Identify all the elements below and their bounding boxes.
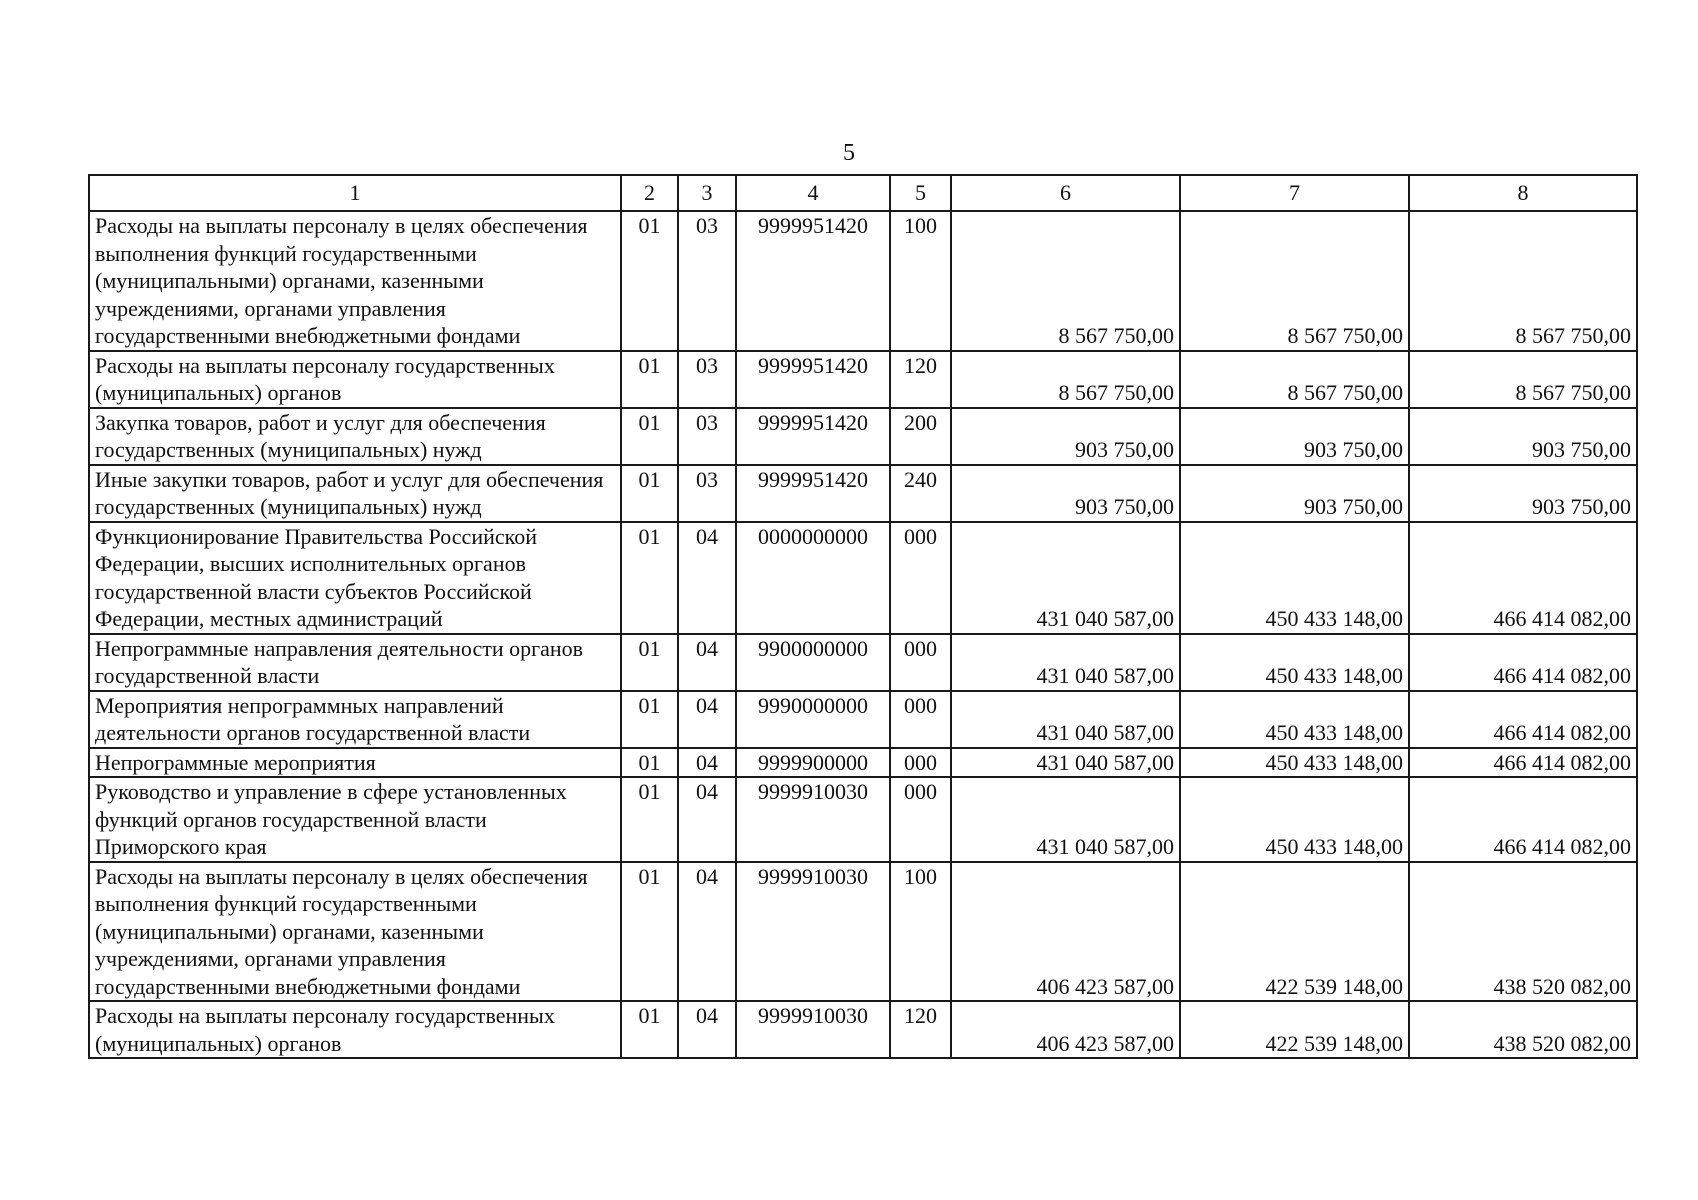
table-row	[89, 465, 1637, 522]
table-row	[89, 691, 1637, 748]
amount-col-6: 8 567 750,00	[951, 351, 1180, 408]
subsection-code: 03	[678, 211, 736, 351]
section-code: 01	[621, 408, 678, 465]
expense-name: Расходы на выплаты персоналу в целях обеспечения выполнения функций государственными (муниципальными) органами, казенными учреждениями, органами управления государственными внебюджетными фондами	[89, 862, 621, 1002]
expense-type-code: 000	[890, 634, 951, 691]
amount-col-7: 450 433 148,00	[1180, 634, 1409, 691]
subsection-code: 03	[678, 408, 736, 465]
subsection-code: 04	[678, 634, 736, 691]
amount-col-8: 8 567 750,00	[1409, 351, 1637, 408]
section-code: 01	[621, 211, 678, 351]
expense-name: Иные закупки товаров, работ и услуг для обеспечения государственных (муниципальных) нужд	[89, 465, 621, 522]
amount-col-6: 431 040 587,00	[951, 691, 1180, 748]
subsection-code: 03	[678, 465, 736, 522]
target-article-code: 9999951420	[736, 351, 890, 408]
section-code: 01	[621, 465, 678, 522]
target-article-code: 9900000000	[736, 634, 890, 691]
expense-name: Расходы на выплаты персоналу государственных (муниципальных) органов	[89, 351, 621, 408]
expense-type-code: 120	[890, 351, 951, 408]
header-cell: 1	[89, 175, 621, 211]
subsection-code: 04	[678, 862, 736, 1002]
table-row	[89, 748, 1637, 778]
amount-col-7: 903 750,00	[1180, 465, 1409, 522]
amount-col-6: 903 750,00	[951, 465, 1180, 522]
expense-type-code: 000	[890, 748, 951, 778]
target-article-code: 9999951420	[736, 408, 890, 465]
amount-col-6: 406 423 587,00	[951, 1001, 1180, 1058]
amount-col-6: 903 750,00	[951, 408, 1180, 465]
expense-type-code: 100	[890, 211, 951, 351]
subsection-code: 03	[678, 351, 736, 408]
amount-col-7: 450 433 148,00	[1180, 522, 1409, 634]
section-code: 01	[621, 351, 678, 408]
amount-col-8: 438 520 082,00	[1409, 1001, 1637, 1058]
expense-name: Расходы на выплаты персоналу государственных (муниципальных) органов	[89, 1001, 621, 1058]
amount-col-7: 8 567 750,00	[1180, 211, 1409, 351]
table-row	[89, 522, 1637, 634]
section-code: 01	[621, 1001, 678, 1058]
header-cell: 4	[736, 175, 890, 211]
header-cell: 8	[1409, 175, 1637, 211]
target-article-code: 9999910030	[736, 862, 890, 1002]
amount-col-8: 466 414 082,00	[1409, 522, 1637, 634]
amount-col-8: 903 750,00	[1409, 465, 1637, 522]
table-row	[89, 211, 1637, 351]
subsection-code: 04	[678, 691, 736, 748]
target-article-code: 0000000000	[736, 522, 890, 634]
expense-type-code: 120	[890, 1001, 951, 1058]
header-cell: 2	[621, 175, 678, 211]
amount-col-8: 466 414 082,00	[1409, 748, 1637, 778]
expense-type-code: 000	[890, 777, 951, 862]
amount-col-7: 422 539 148,00	[1180, 862, 1409, 1002]
amount-col-8: 466 414 082,00	[1409, 691, 1637, 748]
amount-col-6: 431 040 587,00	[951, 522, 1180, 634]
amount-col-7: 422 539 148,00	[1180, 1001, 1409, 1058]
amount-col-7: 8 567 750,00	[1180, 351, 1409, 408]
header-cell: 3	[678, 175, 736, 211]
amount-col-6: 8 567 750,00	[951, 211, 1180, 351]
expense-type-code: 000	[890, 691, 951, 748]
expense-name: Непрограммные направления деятельности органов государственной власти	[89, 634, 621, 691]
amount-col-7: 903 750,00	[1180, 408, 1409, 465]
expense-type-code: 000	[890, 522, 951, 634]
subsection-code: 04	[678, 522, 736, 634]
amount-col-8: 466 414 082,00	[1409, 634, 1637, 691]
table-row	[89, 777, 1637, 862]
budget-table	[88, 174, 1638, 1059]
section-code: 01	[621, 522, 678, 634]
section-code: 01	[621, 691, 678, 748]
amount-col-6: 431 040 587,00	[951, 748, 1180, 778]
table-row	[89, 862, 1637, 1002]
expense-name: Функционирование Правительства Российской Федерации, высших исполнительных органов государственной власти субъектов Российской Федерации, местных администраций	[89, 522, 621, 634]
section-code: 01	[621, 862, 678, 1002]
amount-col-8: 438 520 082,00	[1409, 862, 1637, 1002]
expense-type-code: 200	[890, 408, 951, 465]
amount-col-7: 450 433 148,00	[1180, 777, 1409, 862]
amount-col-7: 450 433 148,00	[1180, 691, 1409, 748]
subsection-code: 04	[678, 1001, 736, 1058]
expense-type-code: 100	[890, 862, 951, 1002]
target-article-code: 9990000000	[736, 691, 890, 748]
expense-name: Закупка товаров, работ и услуг для обеспечения государственных (муниципальных) нужд	[89, 408, 621, 465]
expense-name: Расходы на выплаты персоналу в целях обеспечения выполнения функций государственными (муниципальными) органами, казенными учреждениями, органами управления государственными внебюджетными фондами	[89, 211, 621, 351]
amount-col-6: 406 423 587,00	[951, 862, 1180, 1002]
amount-col-8: 8 567 750,00	[1409, 211, 1637, 351]
header-cell: 5	[890, 175, 951, 211]
expense-name: Мероприятия непрограммных направлений деятельности органов государственной власти	[89, 691, 621, 748]
header-row	[89, 175, 1637, 211]
target-article-code: 9999951420	[736, 465, 890, 522]
amount-col-6: 431 040 587,00	[951, 777, 1180, 862]
target-article-code: 9999900000	[736, 748, 890, 778]
amount-col-8: 466 414 082,00	[1409, 777, 1637, 862]
expense-type-code: 240	[890, 465, 951, 522]
section-code: 01	[621, 748, 678, 778]
table-row	[89, 351, 1637, 408]
target-article-code: 9999910030	[736, 1001, 890, 1058]
section-code: 01	[621, 777, 678, 862]
page-number: 5	[843, 140, 855, 166]
amount-col-6: 431 040 587,00	[951, 634, 1180, 691]
expense-name: Руководство и управление в сфере установленных функций органов государственной власти Приморского края	[89, 777, 621, 862]
header-cell: 6	[951, 175, 1180, 211]
amount-col-8: 903 750,00	[1409, 408, 1637, 465]
target-article-code: 9999951420	[736, 211, 890, 351]
header-cell: 7	[1180, 175, 1409, 211]
target-article-code: 9999910030	[736, 777, 890, 862]
table-row	[89, 408, 1637, 465]
section-code: 01	[621, 634, 678, 691]
amount-col-7: 450 433 148,00	[1180, 748, 1409, 778]
table-row	[89, 1001, 1637, 1058]
expense-name: Непрограммные мероприятия	[89, 748, 621, 778]
subsection-code: 04	[678, 748, 736, 778]
table-row	[89, 634, 1637, 691]
subsection-code: 04	[678, 777, 736, 862]
